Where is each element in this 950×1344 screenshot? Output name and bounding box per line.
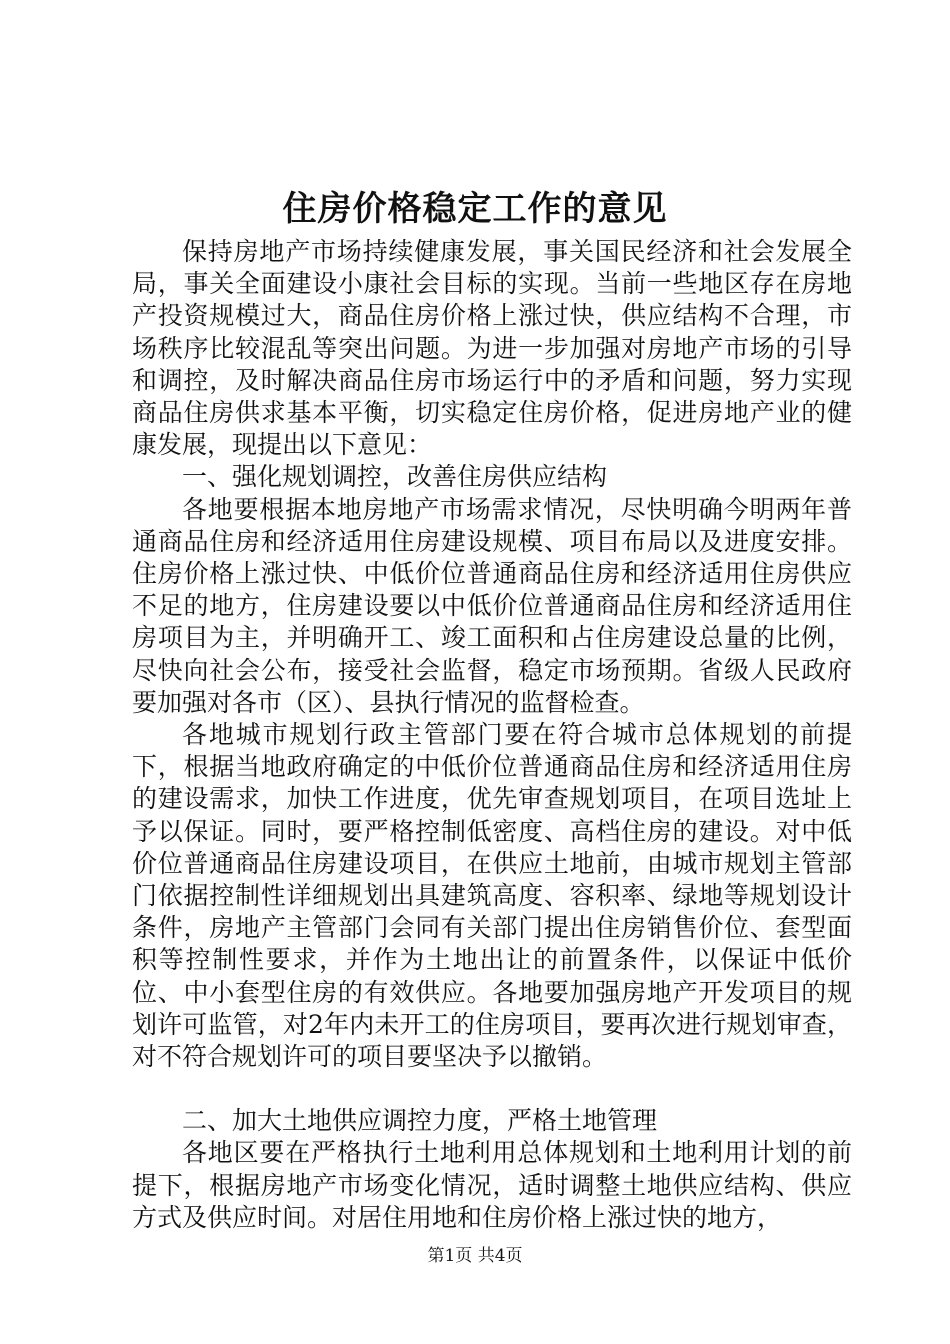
body-paragraph: 各地要根据本地房地产市场需求情况，尽快明确今明两年普通商品住房和经济适用住房建设规模、项目布局以及进度安排。住房价格上涨过快、中低价位普通商品住房和经济适用住房供应不足的地方，住房建设要以中低价位普通商品住房和经济适用住房项目为主，并明确开工、竣工面积和占住房建设总量的比例，尽快向社会公布，接受社会监督，稳定市场预期。省级人民政府要加强对各市（区）、县执行情况的监督检查。 <box>132 494 852 717</box>
section-heading-2: 二、加大土地供应调控力度，严格土地管理 <box>182 1106 658 1136</box>
document-body <box>132 236 852 1234</box>
page-footer: 第1页 共4页 <box>427 1246 523 1266</box>
section-heading-1: 一、强化规划调控，改善住房供应结构 <box>182 462 608 492</box>
body-paragraph: 各地区要在严格执行土地利用总体规划和土地利用计划的前提下，根据房地产市场变化情况，适时调整土地供应结构、供应方式及供应时间。对居住用地和住房价格上涨过快的地方， <box>132 1138 852 1232</box>
intro-paragraph: 保持房地产市场持续健康发展，事关国民经济和社会发展全局，事关全面建设小康社会目标的实现。当前一些地区存在房地产投资规模过大，商品住房价格上涨过快，供应结构不合理，市场秩序比较混乱等突出问题。为进一步加强对房地产市场的引导和调控，及时解决商品住房市场运行中的矛盾和问题，努力实现商品住房供求基本平衡，切实稳定住房价格，促进房地产业的健康发展，现提出以下意见： <box>132 237 852 460</box>
document-title: 住房价格稳定工作的意见 <box>282 189 668 229</box>
body-paragraph: 各地城市规划行政主管部门要在符合城市总体规划的前提下，根据当地政府确定的中低价位普通商品住房和经济适用住房的建设需求，加快工作进度，优先审查规划项目，在项目选址上予以保证。同时，要严格控制低密度、高档住房的建设。对中低价位普通商品住房建设项目，在供应土地前，由城市规划主管部门依据控制性详细规划出具建筑高度、容积率、绿地等规划设计条件，房地产主管部门会同有关部门提出住房销售价位、套型面积等控制性要求，并作为土地出让的前置条件，以保证中低价位、中小套型住房的有效供应。各地要加强房地产开发项目的规划许可监管，对2年内未开工的住房项目，要再次进行规划审查，对不符合规划许可的项目要坚决予以撤销。 <box>132 720 852 1072</box>
